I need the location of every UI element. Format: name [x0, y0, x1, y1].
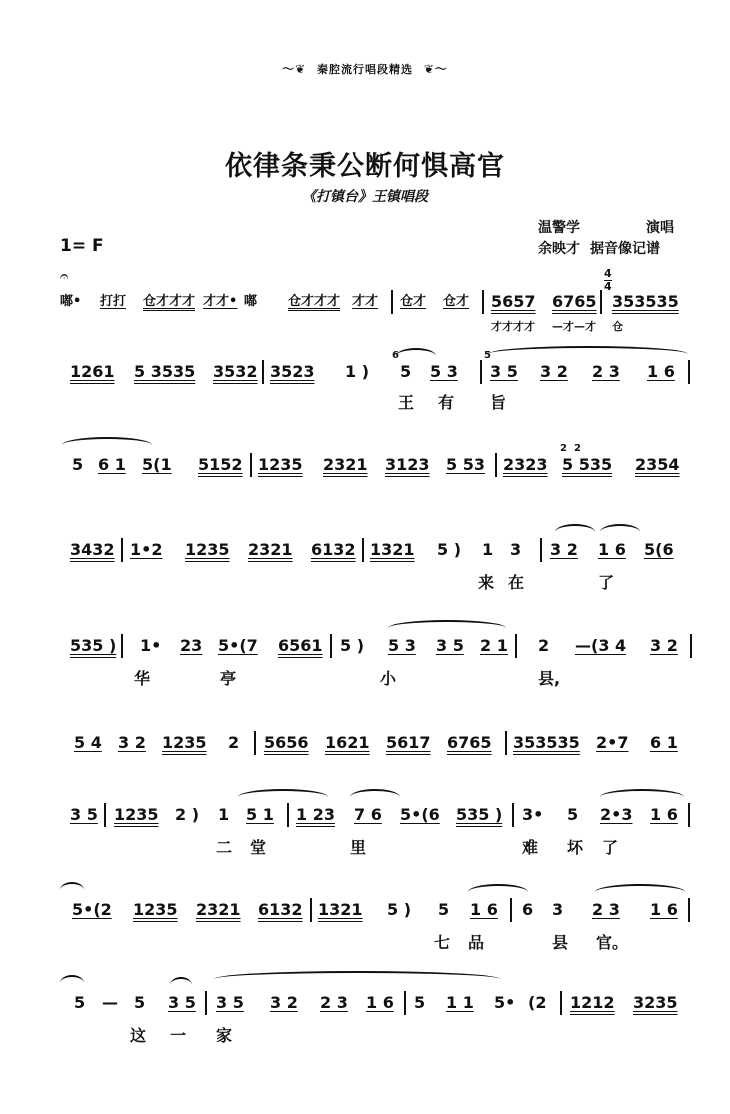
lyric: 里 [350, 838, 367, 857]
note-group: 5 [567, 805, 579, 824]
note-group: 3432 [70, 540, 115, 559]
barline [688, 898, 690, 922]
grace-note: 5 [484, 350, 491, 361]
note-group: 1 6 [366, 993, 394, 1012]
grace-note: 2 [574, 443, 581, 454]
note-group: 5•(2 [72, 900, 112, 919]
note-group: 2•3 [600, 805, 633, 824]
percussion-sub: —才—才 [552, 320, 596, 333]
note-group: 1212 [570, 993, 615, 1012]
note-group: 1 1 [446, 993, 474, 1012]
note-group: 2 3 [592, 362, 620, 381]
note-group: 5•(7 [218, 636, 258, 655]
note-group: 3 [510, 540, 522, 559]
slur [600, 524, 640, 540]
note-group: 2321 [196, 900, 241, 919]
slur [468, 884, 528, 900]
barline [121, 538, 123, 562]
note-group: 6132 [258, 900, 303, 919]
lyric: 堂 [250, 838, 267, 857]
lyric: 旨 [490, 393, 507, 412]
note-group: 2•7 [596, 733, 629, 752]
score-line-2 [0, 350, 730, 432]
slur [595, 884, 685, 900]
note-group: 5 535 [562, 455, 613, 474]
barline [512, 803, 514, 827]
slur [388, 620, 506, 636]
score-line-5 [0, 636, 730, 706]
note-group: 仓才才才 [143, 294, 196, 309]
note-group: 1 6 [647, 362, 675, 381]
slur [238, 789, 328, 805]
barline [505, 731, 507, 755]
note-group: 1 6 [650, 900, 678, 919]
note-group: 5 [400, 362, 412, 381]
note-group: 3532 [213, 362, 258, 381]
note-group: 3 5 [216, 993, 244, 1012]
barline [515, 634, 517, 658]
slur [555, 524, 595, 540]
note-group: 3235 [633, 993, 678, 1012]
note-group: 5 [134, 993, 146, 1012]
note-group: 23 [180, 636, 203, 655]
note-group: — [102, 993, 118, 1012]
lyric: 七 [434, 933, 451, 952]
scroll-ornament-icon: 〜❦ [282, 62, 307, 76]
slur [62, 437, 152, 453]
score-line-9 [0, 993, 730, 1063]
barline [121, 634, 123, 658]
singer-name: 温警学 [538, 220, 580, 236]
note-group: —(3 4 [575, 636, 627, 655]
barline [104, 803, 106, 827]
note-group: 6561 [278, 636, 323, 655]
note-group: 3 2 [650, 636, 678, 655]
barline [250, 453, 252, 477]
note-group: 5•(6 [400, 805, 440, 824]
note-group: 1 6 [470, 900, 498, 919]
note-group: 3123 [385, 455, 430, 474]
note-group: 3 2 [270, 993, 298, 1012]
note-group: 2321 [323, 455, 368, 474]
barline [540, 538, 542, 562]
note-group: 5(1 [142, 455, 172, 474]
note-group: 3 5 [168, 993, 196, 1012]
note-group: 2 [228, 733, 240, 752]
note-group: 1235 [114, 805, 159, 824]
note-group: 1261 [70, 362, 115, 381]
note-group: 1• [140, 636, 162, 655]
note-group: 1235 [258, 455, 303, 474]
grace-note: 2 [560, 443, 567, 454]
lyric: 华 [134, 669, 151, 688]
note-group: 3• [522, 805, 544, 824]
lyric: 了 [602, 838, 619, 857]
song-title: 依律条秉公断何惧高官 [225, 151, 505, 182]
slur [60, 882, 84, 898]
note-group: 1 [482, 540, 494, 559]
slur [350, 789, 400, 805]
score-line-4 [0, 540, 730, 610]
lyric: 县, [538, 669, 561, 688]
note-group: 仓才 [400, 294, 427, 309]
note-group: 5656 [264, 733, 309, 752]
note-group: 5(6 [644, 540, 674, 559]
lyric: 品 [468, 933, 485, 952]
note-group: 2321 [248, 540, 293, 559]
barline [690, 634, 692, 658]
note-group: 仓才 [443, 294, 470, 309]
note-group: 仓才才才 [288, 294, 341, 309]
lyric: 家 [216, 1026, 233, 1045]
note-group: 1 6 [650, 805, 678, 824]
barline [310, 898, 312, 922]
note-group: 5 3 [430, 362, 458, 381]
score-line-8 [0, 900, 730, 970]
note-group: 5152 [198, 455, 243, 474]
notator-role: 据音像记谱 [590, 241, 660, 257]
note-group: 7 6 [354, 805, 382, 824]
note-group: 1 23 [296, 805, 335, 824]
singer-role: 演唱 [646, 220, 674, 236]
note-group: 5 53 [446, 455, 485, 474]
lyric: 小 [380, 669, 397, 688]
lyric: 来 [478, 573, 495, 592]
note-group: 6765 [552, 292, 597, 311]
note-group: 才才• [203, 294, 238, 309]
note-group: 5 1 [246, 805, 274, 824]
note-group: 5 [414, 993, 426, 1012]
percussion-sub: 仓 [612, 320, 623, 333]
barline [262, 360, 264, 384]
slur [600, 789, 684, 805]
lyric: 二 [216, 838, 233, 857]
slur [170, 977, 192, 993]
lyric: 在 [508, 573, 525, 592]
note-group: 1235 [162, 733, 207, 752]
note-group: 5657 [491, 292, 536, 311]
time-signature: 4 4 [604, 267, 612, 293]
barline [560, 991, 562, 1015]
note-group: 353535 [612, 292, 679, 311]
note-group: 1•2 [130, 540, 163, 559]
scroll-ornament-icon: ❦〜 [423, 62, 448, 76]
note-group: 1235 [185, 540, 230, 559]
barline [688, 803, 690, 827]
note-group: 嘟 [244, 294, 258, 309]
note-group: 2 1 [480, 636, 508, 655]
lyric: 难 [522, 838, 539, 857]
score-line-7 [0, 805, 730, 875]
note-group: 2 3 [592, 900, 620, 919]
note-group: 3 2 [118, 733, 146, 752]
song-subtitle: 《打镇台》王镇唱段 [302, 189, 428, 205]
barline [404, 991, 406, 1015]
note-group: 5 ) [340, 636, 365, 655]
notator-name: 余映才 [538, 241, 580, 257]
slur [60, 975, 84, 991]
barline [205, 991, 207, 1015]
lyric: 王 [398, 393, 415, 412]
lyric: 县 [552, 933, 569, 952]
barline [287, 803, 289, 827]
note-group: 才才 [352, 294, 379, 309]
note-group: 535 ) [70, 636, 117, 655]
barline [391, 290, 393, 314]
note-group: 1321 [318, 900, 363, 919]
note-group: 1 ) [345, 362, 370, 381]
note-group: 535 ) [456, 805, 503, 824]
barline [495, 453, 497, 477]
note-group: 6 1 [650, 733, 678, 752]
note-group: 3 [552, 900, 564, 919]
lyric: 有 [438, 393, 455, 412]
lyric: 一 [170, 1026, 187, 1045]
barline [482, 290, 484, 314]
note-group: 5617 [386, 733, 431, 752]
lyric: 了 [598, 573, 615, 592]
note-group: 3 5 [70, 805, 98, 824]
score-line-3 [0, 443, 730, 525]
note-group: 3 2 [540, 362, 568, 381]
slur [488, 346, 688, 362]
barline [362, 538, 364, 562]
barline [600, 290, 602, 314]
note-group: 5 ) [437, 540, 462, 559]
note-group: 3 2 [550, 540, 578, 559]
note-group: 2 [538, 636, 550, 655]
note-group: 1621 [325, 733, 370, 752]
barline [330, 634, 332, 658]
barline [510, 898, 512, 922]
note-group: 6765 [447, 733, 492, 752]
key-signature: 1= F [60, 236, 104, 256]
note-group: 2323 [503, 455, 548, 474]
note-group: 5• [494, 993, 516, 1012]
note-group: 嘟• [60, 294, 82, 309]
lyric: 坏 [567, 838, 584, 857]
note-group: 2 3 [320, 993, 348, 1012]
note-group: 3523 [270, 362, 315, 381]
note-group: 3 5 [490, 362, 518, 381]
note-group: 1 6 [598, 540, 626, 559]
note-group: 1321 [370, 540, 415, 559]
grace-note: 6 [392, 350, 399, 361]
note-group: 5 [438, 900, 450, 919]
barline [254, 731, 256, 755]
note-group: (2 [528, 993, 547, 1012]
running-title: 秦腔流行唱段精选 [317, 63, 413, 76]
barline [480, 360, 482, 384]
note-group: 5 [72, 455, 84, 474]
barline [688, 360, 690, 384]
note-group: 5 3 [388, 636, 416, 655]
note-group: 5 ) [387, 900, 412, 919]
lyric: 亭 [220, 669, 237, 688]
note-group: 6 1 [98, 455, 126, 474]
note-group: 6132 [311, 540, 356, 559]
running-header [0, 60, 730, 77]
note-group: 6 [522, 900, 534, 919]
percussion-sub: 才才才才 [491, 320, 535, 333]
lyric: 这 [130, 1026, 147, 1045]
note-group: 打打 [100, 294, 127, 309]
note-group: 3 5 [436, 636, 464, 655]
note-group: 5 4 [74, 733, 102, 752]
note-group: 5 3535 [134, 362, 196, 381]
note-group: 2354 [635, 455, 680, 474]
note-group: 2 ) [175, 805, 200, 824]
note-group: 5 [74, 993, 86, 1012]
lyric: 官。 [596, 933, 629, 952]
note-group: 1 [218, 805, 230, 824]
slur [214, 971, 500, 987]
note-group: 353535 [513, 733, 580, 752]
fermata-icon: 𝄐 [60, 267, 69, 285]
note-group: 1235 [133, 900, 178, 919]
